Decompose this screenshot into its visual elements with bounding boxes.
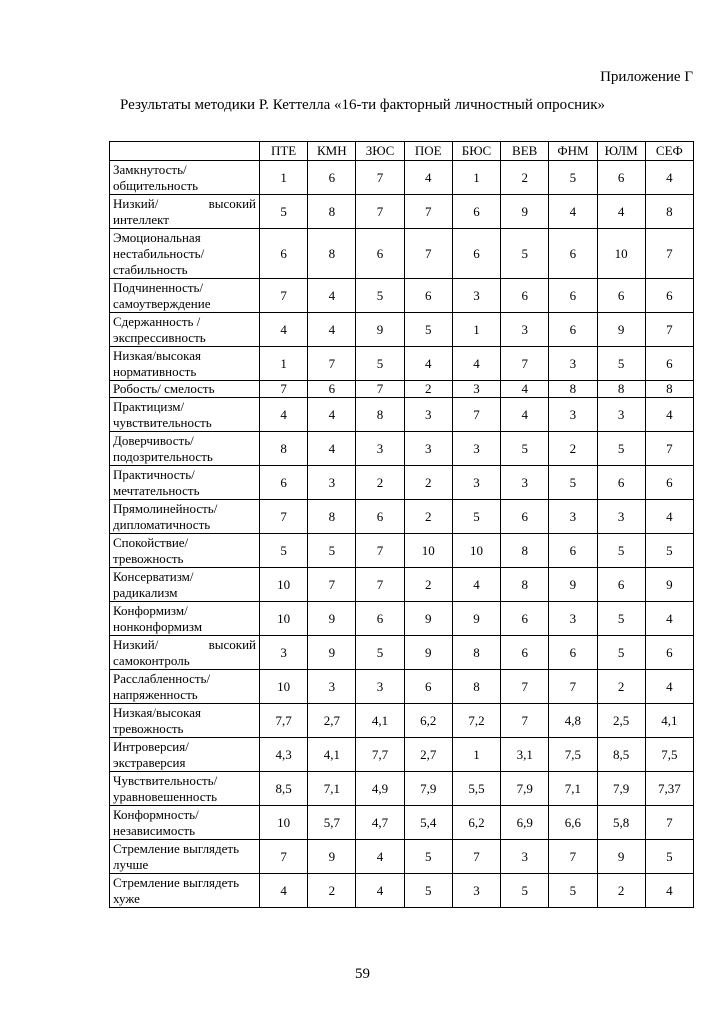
table-row <box>110 432 694 466</box>
table-cell: 5 <box>501 874 549 908</box>
table-cell: 2 <box>549 432 597 466</box>
table-cell: 3 <box>452 381 500 398</box>
table-cell: 7 <box>356 161 404 195</box>
table-cell: 9 <box>501 195 549 229</box>
table-cell: 5 <box>645 840 693 874</box>
table-cell: 4 <box>597 195 645 229</box>
table-cell: 6 <box>501 500 549 534</box>
table-cell: 7 <box>645 806 693 840</box>
table-cell: 4,1 <box>308 738 356 772</box>
row-label: Конформизм/ нонконформизм <box>110 602 260 636</box>
table-cell: 7 <box>260 840 308 874</box>
table-cell: 9 <box>645 568 693 602</box>
table-cell: 1 <box>452 161 500 195</box>
table-cell: 3 <box>501 840 549 874</box>
table-cell: 3 <box>452 432 500 466</box>
table-cell: 6 <box>308 381 356 398</box>
table-row <box>110 568 694 602</box>
table-cell: 3 <box>549 602 597 636</box>
table-cell: 3 <box>597 500 645 534</box>
table-cell: 6 <box>597 161 645 195</box>
table-cell: 1 <box>260 161 308 195</box>
table-cell: 7 <box>452 398 500 432</box>
table-cell: 4 <box>356 874 404 908</box>
table-cell: 6 <box>645 347 693 381</box>
table-cell: 2 <box>597 670 645 704</box>
table-cell: 7 <box>501 704 549 738</box>
table-cell: 5 <box>404 874 452 908</box>
table-cell: 5 <box>308 534 356 568</box>
table-cell: 7,1 <box>549 772 597 806</box>
table-cell: 2 <box>356 466 404 500</box>
table-cell: 7,9 <box>404 772 452 806</box>
table-cell: 5 <box>356 279 404 313</box>
column-header: ВЕВ <box>501 142 549 161</box>
table-cell: 4 <box>260 874 308 908</box>
row-label: Подчиненность/ самоутверждение <box>110 279 260 313</box>
table-row <box>110 500 694 534</box>
table-cell: 5 <box>597 534 645 568</box>
table-cell: 7 <box>501 670 549 704</box>
table-cell: 6,9 <box>501 806 549 840</box>
column-header: ЗЮС <box>356 142 404 161</box>
table-cell: 4 <box>308 313 356 347</box>
table-cell: 6 <box>597 279 645 313</box>
table-cell: 7,5 <box>645 738 693 772</box>
table-cell: 7 <box>308 347 356 381</box>
table-row <box>110 279 694 313</box>
table-row <box>110 161 694 195</box>
table-cell: 8 <box>308 195 356 229</box>
table-cell: 10 <box>260 670 308 704</box>
table-cell: 8 <box>356 398 404 432</box>
table-cell: 5 <box>549 874 597 908</box>
column-header: СЕФ <box>645 142 693 161</box>
table-cell: 8 <box>501 568 549 602</box>
table-cell: 3 <box>308 466 356 500</box>
table-cell: 4,8 <box>549 704 597 738</box>
table-row <box>110 534 694 568</box>
table-cell: 1 <box>452 313 500 347</box>
table-cell: 9 <box>308 636 356 670</box>
row-label: Чувствительность/ уравновешенность <box>110 772 260 806</box>
table-cell: 5 <box>404 840 452 874</box>
table-cell: 6 <box>549 534 597 568</box>
table-cell: 5 <box>356 347 404 381</box>
table-cell: 1 <box>260 347 308 381</box>
table-cell: 3 <box>549 347 597 381</box>
row-label: Сдержанность /экспрессивность <box>110 313 260 347</box>
table-cell: 6 <box>452 229 500 279</box>
table-cell: 7,5 <box>549 738 597 772</box>
table-row <box>110 466 694 500</box>
table-cell: 6 <box>356 229 404 279</box>
results-table <box>109 141 694 908</box>
table-cell: 6 <box>501 636 549 670</box>
table-cell: 5,4 <box>404 806 452 840</box>
table-cell: 7 <box>549 670 597 704</box>
row-label: Интроверсия/ экстраверсия <box>110 738 260 772</box>
row-label: Спокойствие/ тревожность <box>110 534 260 568</box>
table-cell: 7 <box>356 195 404 229</box>
table-cell: 2 <box>308 874 356 908</box>
table-cell: 6 <box>452 195 500 229</box>
table-cell: 8 <box>452 670 500 704</box>
table-cell: 4,1 <box>356 704 404 738</box>
table-cell: 5,8 <box>597 806 645 840</box>
row-label: Практичность/ мечтательность <box>110 466 260 500</box>
table-cell: 5 <box>501 229 549 279</box>
table-cell: 4 <box>260 398 308 432</box>
table-cell: 6 <box>549 313 597 347</box>
table-cell: 7,37 <box>645 772 693 806</box>
table-cell: 5 <box>260 195 308 229</box>
column-header <box>110 142 260 161</box>
table-cell: 9 <box>308 602 356 636</box>
table-cell: 5 <box>597 432 645 466</box>
table-cell: 7 <box>260 279 308 313</box>
table-cell: 7 <box>356 568 404 602</box>
table-cell: 9 <box>597 313 645 347</box>
table-cell: 5 <box>597 347 645 381</box>
table-cell: 4 <box>645 602 693 636</box>
table-cell: 3 <box>597 398 645 432</box>
table-row <box>110 347 694 381</box>
table-cell: 5 <box>597 636 645 670</box>
appendix-label: Приложение Г <box>600 69 693 85</box>
table-cell: 5,5 <box>452 772 500 806</box>
table-cell: 3 <box>501 466 549 500</box>
table-cell: 5 <box>404 313 452 347</box>
table-cell: 8 <box>645 195 693 229</box>
table-row <box>110 229 694 279</box>
table-cell: 4,7 <box>356 806 404 840</box>
table-cell: 8,5 <box>597 738 645 772</box>
row-label: Низкий/ высокий интеллект <box>110 195 260 229</box>
table-cell: 6 <box>645 279 693 313</box>
table-cell: 7 <box>645 313 693 347</box>
table-cell: 4 <box>404 161 452 195</box>
table-cell: 3 <box>260 636 308 670</box>
table-cell: 5 <box>549 161 597 195</box>
column-header: ЮЛМ <box>597 142 645 161</box>
table-cell: 8 <box>501 534 549 568</box>
table-cell: 6,2 <box>452 806 500 840</box>
row-label: Консерватизм/ радикализм <box>110 568 260 602</box>
table-cell: 3 <box>452 874 500 908</box>
row-label: Низкая/высокая нормативность <box>110 347 260 381</box>
table-cell: 7 <box>260 500 308 534</box>
table-cell: 7 <box>645 432 693 466</box>
table-row <box>110 806 694 840</box>
table-cell: 2 <box>597 874 645 908</box>
table-cell: 4 <box>645 398 693 432</box>
row-label: Низкая/высокая тревожность <box>110 704 260 738</box>
table-cell: 7 <box>356 381 404 398</box>
table-cell: 5 <box>645 534 693 568</box>
table-row <box>110 840 694 874</box>
table-cell: 3 <box>308 670 356 704</box>
row-label: Стремление выглядеть лучше <box>110 840 260 874</box>
table-row <box>110 313 694 347</box>
table-cell: 7 <box>404 229 452 279</box>
table-cell: 7 <box>404 195 452 229</box>
table-cell: 2 <box>404 466 452 500</box>
table-cell: 6 <box>260 229 308 279</box>
table-cell: 9 <box>308 840 356 874</box>
table-row <box>110 874 694 908</box>
table-cell: 3 <box>356 670 404 704</box>
table-cell: 6 <box>260 466 308 500</box>
table-cell: 4 <box>404 347 452 381</box>
table-cell: 4,1 <box>645 704 693 738</box>
table-cell: 8 <box>549 381 597 398</box>
row-label: Доверчивость/ подозрительность <box>110 432 260 466</box>
table-cell: 7 <box>549 840 597 874</box>
table-cell: 9 <box>549 568 597 602</box>
row-label: Стремление выглядеть хуже <box>110 874 260 908</box>
table-row <box>110 602 694 636</box>
table-cell: 4,3 <box>260 738 308 772</box>
table-cell: 6 <box>645 466 693 500</box>
table-cell: 3 <box>549 500 597 534</box>
table-cell: 6 <box>501 279 549 313</box>
table-cell: 10 <box>597 229 645 279</box>
table-cell: 7 <box>356 534 404 568</box>
table-cell: 5,7 <box>308 806 356 840</box>
row-label: Практицизм/ чувствительность <box>110 398 260 432</box>
table-cell: 7 <box>501 347 549 381</box>
table-cell: 4 <box>645 874 693 908</box>
table-row <box>110 772 694 806</box>
row-label: Эмоциональная нестабильность/ стабильность <box>110 229 260 279</box>
table-cell: 7 <box>645 229 693 279</box>
table-cell: 9 <box>404 602 452 636</box>
row-label: Прямолинейность/ дипломатичность <box>110 500 260 534</box>
table-cell: 6 <box>597 568 645 602</box>
table-cell: 6 <box>597 466 645 500</box>
table-cell: 9 <box>597 840 645 874</box>
table-cell: 4 <box>260 313 308 347</box>
table-cell: 3 <box>356 432 404 466</box>
column-header: ПТЕ <box>260 142 308 161</box>
table-cell: 6 <box>308 161 356 195</box>
table-cell: 5 <box>356 636 404 670</box>
table-cell: 4 <box>645 500 693 534</box>
row-label: Робость/ смелость <box>110 381 260 398</box>
table-cell: 7 <box>260 381 308 398</box>
table-cell: 6 <box>356 602 404 636</box>
table-cell: 10 <box>452 534 500 568</box>
table-cell: 3 <box>549 398 597 432</box>
table-cell: 8 <box>308 229 356 279</box>
table-cell: 4 <box>452 568 500 602</box>
table-cell: 1 <box>452 738 500 772</box>
row-label: Расслабленность/ напряженность <box>110 670 260 704</box>
table-cell: 7 <box>452 840 500 874</box>
table-cell: 8 <box>452 636 500 670</box>
table-cell: 10 <box>260 602 308 636</box>
table-cell: 7,1 <box>308 772 356 806</box>
row-label: Низкий/ высокий самоконтроль <box>110 636 260 670</box>
table-cell: 6 <box>645 636 693 670</box>
table-cell: 5 <box>597 602 645 636</box>
table-cell: 2 <box>404 381 452 398</box>
table-cell: 8 <box>645 381 693 398</box>
table-cell: 10 <box>404 534 452 568</box>
table-cell: 2,5 <box>597 704 645 738</box>
table-cell: 8 <box>260 432 308 466</box>
table-cell: 7,9 <box>597 772 645 806</box>
table-cell: 4 <box>549 195 597 229</box>
table-body <box>110 161 694 908</box>
table-cell: 4 <box>452 347 500 381</box>
table-cell: 5 <box>501 432 549 466</box>
table-row <box>110 398 694 432</box>
page-title: Результаты методики Р. Кеттелла «16-ти факторный личностный опросник» <box>119 97 606 113</box>
table-cell: 4 <box>501 398 549 432</box>
table-cell: 4 <box>308 398 356 432</box>
table-cell: 5 <box>452 500 500 534</box>
table-cell: 2,7 <box>404 738 452 772</box>
table-cell: 4 <box>308 432 356 466</box>
table-cell: 5 <box>549 466 597 500</box>
table-cell: 6 <box>501 602 549 636</box>
table-cell: 6,2 <box>404 704 452 738</box>
table-cell: 3 <box>404 398 452 432</box>
table-cell: 2 <box>404 500 452 534</box>
column-header: ПОЕ <box>404 142 452 161</box>
table-cell: 6 <box>549 279 597 313</box>
table-cell: 7 <box>308 568 356 602</box>
table-cell: 5 <box>260 534 308 568</box>
page-number: 59 <box>355 966 370 982</box>
table-cell: 7,2 <box>452 704 500 738</box>
table-cell: 8 <box>597 381 645 398</box>
table-cell: 3 <box>452 279 500 313</box>
table-cell: 3 <box>501 313 549 347</box>
row-label: Замкнутость/ общительность <box>110 161 260 195</box>
table-cell: 3 <box>452 466 500 500</box>
table-cell: 4 <box>645 161 693 195</box>
column-header: ФНМ <box>549 142 597 161</box>
table-cell: 9 <box>404 636 452 670</box>
table-cell: 6,6 <box>549 806 597 840</box>
table-row <box>110 704 694 738</box>
table-cell: 6 <box>404 670 452 704</box>
table-cell: 9 <box>452 602 500 636</box>
table-cell: 8 <box>308 500 356 534</box>
table-cell: 6 <box>404 279 452 313</box>
table-row <box>110 636 694 670</box>
table-cell: 7,7 <box>260 704 308 738</box>
table-cell: 9 <box>356 313 404 347</box>
table-cell: 2,7 <box>308 704 356 738</box>
table-cell: 4 <box>645 670 693 704</box>
table-cell: 10 <box>260 568 308 602</box>
column-header: КМН <box>308 142 356 161</box>
row-label: Конформность/ независимость <box>110 806 260 840</box>
table-cell: 6 <box>549 229 597 279</box>
table-row <box>110 381 694 398</box>
table-row <box>110 670 694 704</box>
table-cell: 8,5 <box>260 772 308 806</box>
table-cell: 4 <box>501 381 549 398</box>
table-row <box>110 195 694 229</box>
table-cell: 4,9 <box>356 772 404 806</box>
table-row <box>110 738 694 772</box>
table-header-row <box>110 142 694 161</box>
table-cell: 6 <box>356 500 404 534</box>
table-cell: 2 <box>404 568 452 602</box>
table-cell: 6 <box>549 636 597 670</box>
table-cell: 3,1 <box>501 738 549 772</box>
table-cell: 10 <box>260 806 308 840</box>
table-cell: 3 <box>404 432 452 466</box>
table-cell: 4 <box>308 279 356 313</box>
table-cell: 7,7 <box>356 738 404 772</box>
table-cell: 2 <box>501 161 549 195</box>
column-header: БЮС <box>452 142 500 161</box>
table-cell: 4 <box>356 840 404 874</box>
table-cell: 7,9 <box>501 772 549 806</box>
